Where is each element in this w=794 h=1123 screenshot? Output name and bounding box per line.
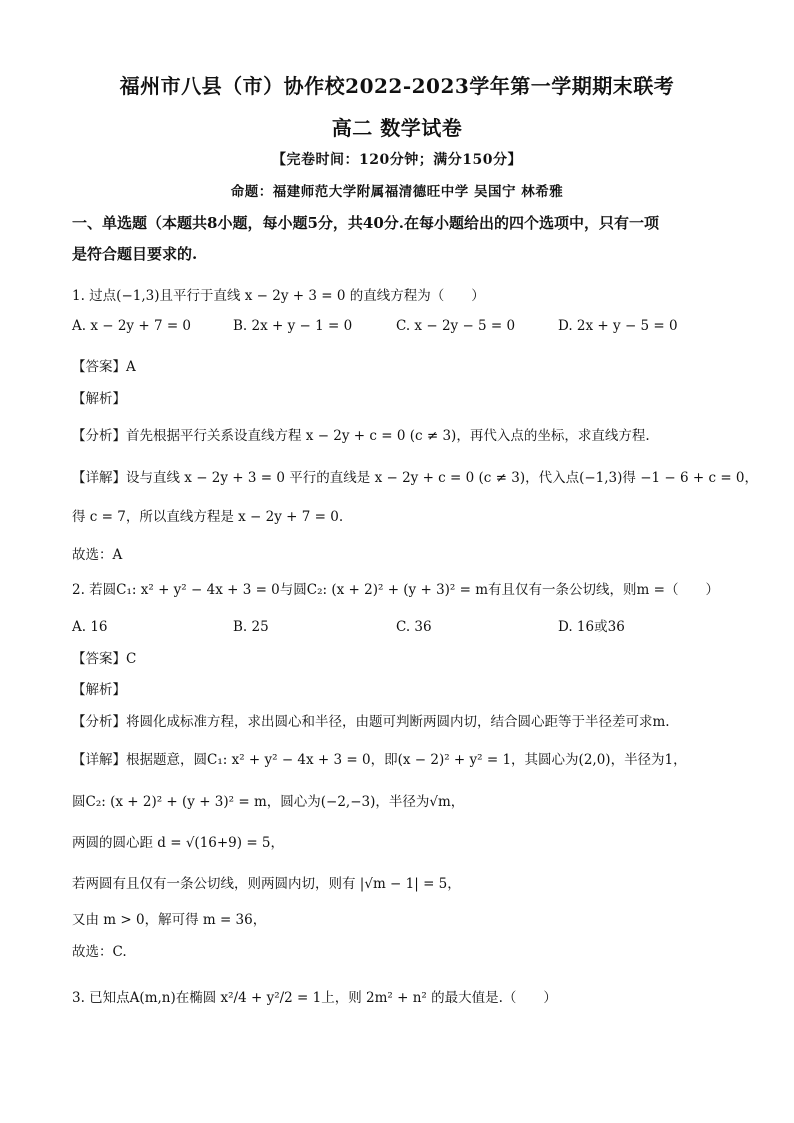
q2-xiangjie-1: 【详解】根据题意，圆C₁: x² + y² − 4x + 3 = 0，即(x − 2)² + y² = 1，其圆心为(2,0)，半径为1， <box>72 752 687 768</box>
q2-option-a: A. 16 <box>72 619 108 635</box>
q2-xiangjie-4: 若两圆有且仅有一条公切线，则两圆内切，则有 |√m − 1| = 5， <box>72 876 461 892</box>
q2-option-b: B. 25 <box>233 619 269 635</box>
q2-xiangjie-3: 两圆的圆心距 d = √(16+9) = 5， <box>72 835 285 851</box>
q2-xiangjie-2: 圆C₂: (x + 2)² + (y + 3)² = m，圆心为(−2,−3)，半径为√m， <box>72 794 465 810</box>
exam-authors: 命题：福建师范大学附属福清德旺中学 吴国宁 林希雅 <box>230 184 564 200</box>
q1-xiangjie-2: 得 c = 7，所以直线方程是 x − 2y + 7 = 0. <box>72 509 344 525</box>
q1-stem: 1. 过点(−1,3)且平行于直线 x − 2y + 3 = 0 的直线方程为（ ） <box>72 288 485 304</box>
q1-option-c: C. x − 2y − 5 = 0 <box>396 318 516 334</box>
q1-option-d: D. 2x + y − 5 = 0 <box>558 318 678 334</box>
q2-option-c: C. 36 <box>396 619 432 635</box>
q2-jiexi: 【解析】 <box>72 682 126 698</box>
q1-option-a: A. x − 2y + 7 = 0 <box>72 318 192 334</box>
q3-stem: 3. 已知点A(m,n)在椭圆 x²/4 + y²/2 = 1上，则 2m² + n² 的最大值是.（ ） <box>72 990 557 1006</box>
q1-choice: 故选：A <box>72 547 123 563</box>
section-heading-line1: 一、单选题（本题共8小题，每小题5分，共40分.在每小题给出的四个选项中，只有一项 <box>72 214 659 232</box>
exam-title: 福州市八县（市）协作校2022-2023学年第一学期期末联考 <box>119 74 675 98</box>
q1-xiangjie-1: 【详解】设与直线 x − 2y + 3 = 0 平行的直线是 x − 2y + c = 0 (c ≠ 3)，代入点(−1,3)得 −1 − 6 + c = 0， <box>72 470 759 486</box>
q2-fenxi: 【分析】将圆化成标准方程，求出圆心和半径，由题可判断两圆内切，结合圆心距等于半径差可求m. <box>72 714 670 730</box>
q1-option-b: B. 2x + y − 1 = 0 <box>233 318 353 334</box>
q1-answer: 【答案】A <box>72 359 136 375</box>
q2-choice: 故选：C. <box>72 944 127 960</box>
q2-stem: 2. 若圆C₁: x² + y² − 4x + 3 = 0与圆C₂: (x + 2)² + (y + 3)² = m有且仅有一条公切线，则m =（ ） <box>72 582 719 598</box>
q2-option-d: D. 16或36 <box>558 619 625 635</box>
section-heading-line2: 是符合题目要求的. <box>72 245 198 263</box>
exam-info: 【完卷时间：120分钟；满分150分】 <box>272 152 522 168</box>
q2-xiangjie-5: 又由 m > 0，解可得 m = 36， <box>72 912 267 928</box>
exam-subtitle: 高二 数学试卷 <box>331 116 463 140</box>
q1-fenxi: 【分析】首先根据平行关系设直线方程 x − 2y + c = 0 (c ≠ 3)，再代入点的坐标，求直线方程. <box>72 428 650 444</box>
q2-answer: 【答案】C <box>72 651 137 667</box>
q1-jiexi: 【解析】 <box>72 391 126 407</box>
